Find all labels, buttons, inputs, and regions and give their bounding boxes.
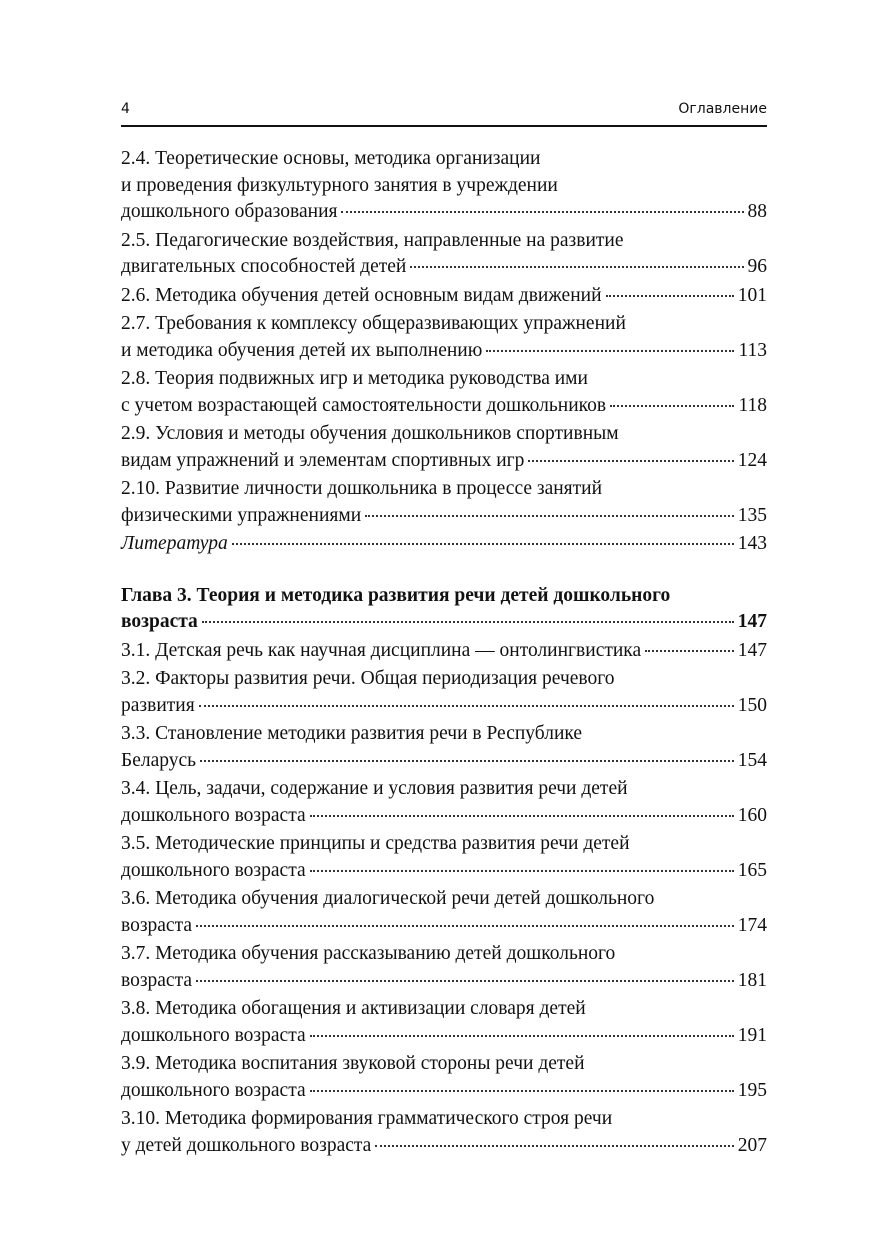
toc-page-number: 135	[737, 504, 767, 526]
dot-leader	[365, 514, 734, 517]
toc-entry-3-3	[121, 721, 767, 774]
toc-line: дошкольного возраста	[121, 804, 306, 826]
toc-entry-2-9	[121, 421, 767, 474]
toc-entry-3-4	[121, 776, 767, 829]
dot-leader	[200, 759, 734, 762]
toc-entry-3-9	[121, 1051, 767, 1104]
toc-entry-3-8	[121, 996, 767, 1049]
toc-line: 3.2. Факторы развития речи. Общая периодизация речевого	[121, 668, 615, 689]
toc-entry-3-6	[121, 886, 767, 939]
toc-line: и методика обучения детей их выполнению	[121, 339, 483, 361]
dot-leader	[310, 869, 734, 872]
toc-line: 3.6. Методика обучения диалогической речи детей дошкольного	[121, 888, 655, 909]
toc-line: дошкольного образования	[121, 201, 338, 222]
toc-page-number: 143	[737, 533, 767, 554]
running-title: Оглавление	[678, 101, 767, 117]
toc-entry-3-5	[121, 831, 767, 884]
toc-entry-3-1	[121, 638, 767, 665]
dot-leader	[410, 265, 743, 268]
toc-line: Литература	[121, 533, 228, 554]
dot-leader	[199, 704, 734, 707]
dot-leader	[196, 924, 734, 927]
toc-line: 2.9. Условия и методы обучения дошкольников спортивным	[121, 423, 619, 444]
dot-leader	[232, 542, 734, 545]
toc-entry-2-4	[121, 146, 767, 226]
dot-leader	[196, 979, 734, 982]
toc-line: 2.10. Развитие личности дошкольника в процессе занятий	[121, 478, 603, 499]
toc-page-number: 147	[737, 639, 767, 661]
toc-entry-literature	[121, 531, 767, 558]
page-number: 4	[121, 101, 130, 117]
toc-line: возраста	[121, 914, 193, 936]
toc-entry-2-10	[121, 476, 767, 529]
toc-page-number: 124	[737, 449, 767, 471]
toc-page-number: 118	[738, 394, 767, 416]
dot-leader	[310, 1089, 734, 1092]
toc-line: у детей дошкольного возраста	[121, 1134, 372, 1156]
dot-leader	[341, 210, 743, 213]
dot-leader	[610, 404, 734, 407]
toc-page-number: 181	[737, 969, 767, 991]
dot-leader	[486, 349, 734, 352]
dot-leader	[310, 1034, 734, 1037]
toc-line: с учетом возрастающей самостоятельности дошкольников	[121, 394, 607, 416]
toc-page-number: 96	[747, 256, 767, 277]
toc-line: 3.3. Становление методики развития речи в Республике	[121, 723, 583, 744]
toc-page-number: 150	[737, 694, 767, 716]
dot-leader	[606, 294, 734, 297]
toc-entry-3-7	[121, 941, 767, 994]
toc-page-number: 195	[737, 1079, 767, 1101]
toc-page-number: 191	[737, 1024, 767, 1046]
toc-line: 2.4. Теоретические основы, методика организации	[121, 148, 541, 169]
toc-page-number: 88	[747, 201, 767, 222]
toc-page-number: 160	[737, 804, 767, 826]
toc-line: развития	[121, 694, 195, 716]
toc-line: 3.8. Методика обогащения и активизации словаря детей	[121, 998, 586, 1019]
chapter-heading-line: Глава 3. Теория и методика развития речи детей дошкольного	[121, 584, 671, 606]
header-rule	[121, 125, 767, 127]
toc-entry-2-5	[121, 228, 767, 281]
toc-line: 2.7. Требования к комплексу общеразвивающих упражнений	[121, 313, 626, 334]
toc-entry-2-6	[121, 283, 767, 310]
toc-line: 3.5. Методические принципы и средства развития речи детей	[121, 833, 630, 854]
toc-line: дошкольного возраста	[121, 1024, 306, 1046]
toc-line: 3.1. Детская речь как научная дисциплина — онтолингвистика	[121, 639, 642, 661]
toc-chapter-3	[121, 583, 767, 636]
toc-page-number: 207	[737, 1134, 767, 1156]
toc-line: возраста	[121, 969, 193, 991]
toc-line: 3.7. Методика обучения рассказыванию детей дошкольного	[121, 943, 616, 964]
toc-line: 2.6. Методика обучения детей основным видам движений	[121, 284, 602, 306]
table-of-contents	[121, 146, 767, 1159]
running-header	[121, 98, 767, 120]
toc-entry-2-7	[121, 311, 767, 364]
toc-line: 3.4. Цель, задачи, содержание и условия развития речи детей	[121, 778, 628, 799]
toc-line: видам упражнений и элементам спортивных игр	[121, 449, 525, 471]
toc-line: 3.10. Методика формирования грамматического строя речи	[121, 1108, 613, 1129]
chapter-heading-line: возраста	[121, 611, 198, 632]
toc-page-number: 113	[738, 339, 767, 361]
dot-leader	[375, 1144, 733, 1147]
toc-page-number: 165	[737, 859, 767, 881]
toc-line: 2.5. Педагогические воздействия, направленные на развитие	[121, 229, 624, 251]
dot-leader	[202, 620, 734, 623]
toc-entry-3-2	[121, 666, 767, 719]
toc-entry-3-10	[121, 1106, 767, 1159]
toc-page-number: 147	[737, 611, 767, 632]
toc-line: дошкольного возраста	[121, 859, 306, 881]
dot-leader	[645, 649, 734, 652]
toc-entry-2-8	[121, 366, 767, 419]
dot-leader	[528, 459, 733, 462]
toc-line: дошкольного возраста	[121, 1079, 306, 1101]
toc-line: физическими упражнениями	[121, 504, 362, 526]
toc-page-number: 154	[737, 749, 767, 771]
toc-page-number: 101	[737, 284, 767, 306]
toc-line: и проведения физкультурного занятия в учреждении	[121, 174, 558, 196]
dot-leader	[310, 814, 734, 817]
toc-line: Беларусь	[121, 749, 197, 771]
toc-line: 3.9. Методика воспитания звуковой стороны речи детей	[121, 1053, 585, 1074]
toc-line: двигательных способностей детей	[121, 256, 407, 277]
toc-line: 2.8. Теория подвижных игр и методика руководства ими	[121, 368, 588, 389]
toc-page-number: 174	[737, 914, 767, 936]
